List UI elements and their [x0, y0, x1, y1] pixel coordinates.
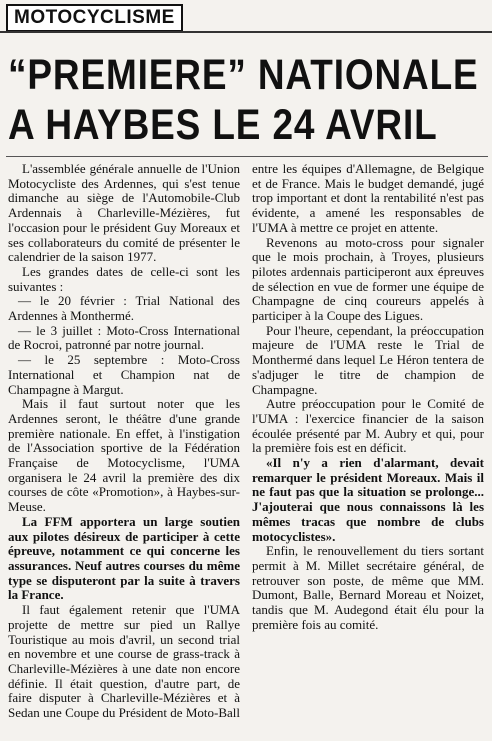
headline-line-1: “PREMIERE” NATIONALE: [8, 51, 479, 99]
article-body: [8, 162, 484, 734]
date-item-margut: — le 25 septembre : Moto-Cross International et Champion nat de Champagne à Margut.: [8, 352, 240, 397]
paragraph-ffm: La FFM apportera un large soutien aux pilotes désireux de participer à cette épreuve, notamment ce qui concerne les assurances. Neuf autres courses du même type se disputeront par la suite à travers la France.: [8, 513, 240, 603]
date-item-rocroi: — le 3 juillet : Moto-Cross International de Rocroi, patronné par notre journal.: [8, 322, 240, 353]
rubric-divider: [0, 31, 492, 33]
section-rubric: MOTOCYCLISME: [6, 4, 183, 32]
paragraph-trial: Pour l'heure, cependant, la préoccupation majeure de l'UMA reste le Trial de Monthermé dans lequel Le Héron tentera de s'adjuger le titre de champion de Champagne.: [252, 322, 484, 397]
paragraph-quote: «Il n'y a rien d'alarmant, devait remarquer le président Moreaux. Mais il ne faut pas que la situation se prolonge... J'ajouterai que nous connaissons là les mêmes tracas que nombre de clubs motocyclistes».: [252, 455, 484, 544]
paragraph-motocross: Revenons au moto-cross pour signaler que le mois prochain, à Troyes, plusieurs pilotes ardennais participeront aux épreuves de sélection en vue de former une équipe de Champagne de cinq coureurs appelés à participer à la Coupe des Ligues.: [252, 234, 484, 324]
paragraph-premiere: Mais il faut surtout noter que les Ardennes seront, le théâtre d'une grande première nationale. En effet, à l'instigation de l'Association sportive de la Fédération Française de Motocyclisme, l'UMA organisera le 24 avril la première des dix courses de côte «Promotion», à Haybes-sur-Meuse.: [8, 396, 240, 515]
date-item-trial: — le 20 février : Trial National des Ardennes à Monthermé.: [8, 293, 240, 324]
paragraph-dates-intro: Les grandes dates de celle-ci sont les suivantes :: [8, 263, 240, 294]
headline-divider: [6, 156, 488, 157]
paragraph-finances: Autre préoccupation pour le Comité de l'UMA : l'exercice financier de la saison écoulée présenté par M. Aubry et qui, pour la première fois est en déficit.: [252, 396, 484, 456]
paragraph-committee: Enfin, le renouvellement du tiers sortant permit à M. Millet secrétaire général, de retrouver son poste, de même que MM. Dumont, Balle, Bernard Moreau et Noizet, tandis que M. Audegond était élu pour la première fois au comité.: [252, 543, 484, 632]
headline-line-2: A HAYBES LE 24 AVRIL: [8, 101, 438, 149]
paragraph-projects: Il faut également retenir que l'UMA projette de mettre sur pied un Rallye Touristique au mois d'avril, un second trial en novembre et une course de grass-track à Charleville-Mézières à une date non encore définie. Il était question, d'autre part, de faire disputer à Charleville-Mézières et à Sedan une Coupe du Président de Moto-Ball entre les équipes d'Allemagne, de Belgique et de France. Mais le budget demandé, jugé trop important et dont la rentabilité n'est pas évidente, a amené les responsables de l'UMA à mettre ce projet en attente.: [8, 161, 484, 721]
paragraph-intro: L'assemblée générale annuelle de l'Union Motocycliste des Ardennes, qui s'est tenue dimanche au siège de l'Automobile-Club Ardennais à Charleville-Mézières, fut l'occasion pour le président Guy Moreaux et ses collaborateurs du comité de présenter le calendrier de la saison 1977.: [8, 161, 240, 265]
